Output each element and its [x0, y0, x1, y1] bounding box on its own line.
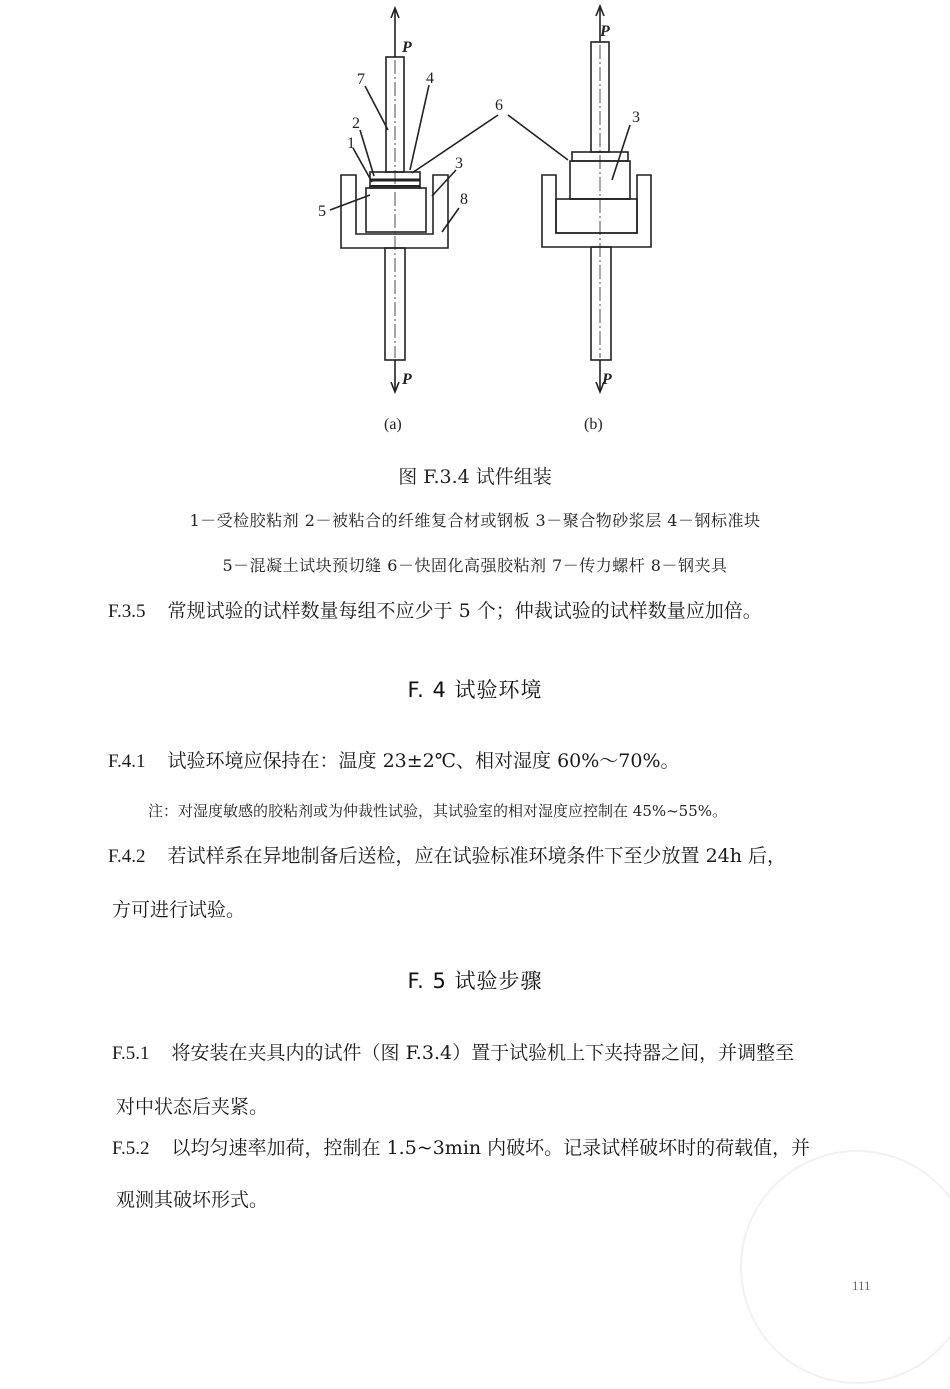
steel-clamp-b: [542, 175, 651, 247]
callout-8: 8: [460, 191, 468, 208]
callout-5: 5: [318, 203, 326, 220]
clause-text: 以均匀速率加荷，控制在 1.5~3min 内破坏。记录试样破坏时的荷载值，并: [171, 1137, 811, 1159]
load-label-bottom-a: P: [402, 371, 412, 388]
callout-4: 4: [426, 70, 434, 87]
figure-legend-line-2: 5－混凝土试块预切缝 6－快固化高强胶粘剂 7－传力螺杆 8－钢夹具: [222, 556, 728, 575]
callout-3-a: 3: [455, 155, 463, 172]
callout-2: 2: [352, 115, 360, 132]
callout-3-b: 3: [632, 109, 640, 126]
clause-f35: [108, 600, 878, 624]
clause-number: F.5.1: [112, 1043, 150, 1064]
clause-f51-continuation: 对中状态后夹紧。: [116, 1096, 269, 1118]
clause-text: 常规试验的试样数量每组不应少于 5 个；仲裁试验的试样数量应加倍。: [167, 600, 762, 622]
section-heading-f5: F. 5 试验步骤: [407, 969, 543, 993]
figure-drawing: [0, 0, 950, 445]
section-heading-f4: F. 4 试验环境: [407, 678, 543, 702]
clause-f52: [112, 1137, 882, 1161]
panel-b-label: (b): [584, 416, 603, 433]
concrete-block-a: [366, 188, 426, 232]
callout-6: 6: [495, 97, 503, 114]
figure-legend-line-1: 1－受检胶粘剂 2－被粘合的纤维复合材或钢板 3－聚合物砂浆层 4－钢标准块: [189, 511, 761, 530]
clause-f41: [108, 750, 878, 774]
page-number: 111: [852, 1278, 871, 1293]
load-label-top-b: P: [600, 23, 610, 40]
clause-number: F.4.2: [108, 846, 146, 867]
clause-f42-continuation: 方可进行试验。: [112, 899, 246, 921]
clause-text: 若试样系在异地制备后送检，应在试验标准环境条件下至少放置 24h 后，: [167, 845, 787, 867]
watermark-stamp: [740, 1150, 950, 1384]
clause-f42: [108, 845, 878, 869]
callout-7: 7: [357, 71, 365, 88]
panel-a-label: (a): [384, 416, 402, 433]
clause-f51: [112, 1042, 882, 1066]
clause-number: F.3.5: [108, 601, 146, 622]
clause-number: F.4.1: [108, 751, 146, 772]
clause-text: 试验环境应保持在：温度 23±2℃、相对湿度 60%～70%。: [167, 750, 680, 772]
callout-1: 1: [347, 135, 355, 152]
clause-text: 将安装在夹具内的试件（图 F.3.4）置于试验机上下夹持器之间，并调整至: [171, 1042, 795, 1064]
clause-number: F.5.2: [112, 1138, 150, 1159]
specimen-assembly-figure: [0, 0, 950, 445]
clause-f52-continuation: 观测其破坏形式。: [116, 1189, 269, 1211]
load-label-bottom-b: P: [602, 371, 612, 388]
figure-caption: 图 F.3.4 试件组装: [398, 466, 552, 488]
note: 注：对湿度敏感的胶粘剂或为仲裁性试验，其试验室的相对湿度应控制在 45%~55%。: [148, 802, 728, 820]
load-label-top-a: P: [402, 39, 412, 56]
